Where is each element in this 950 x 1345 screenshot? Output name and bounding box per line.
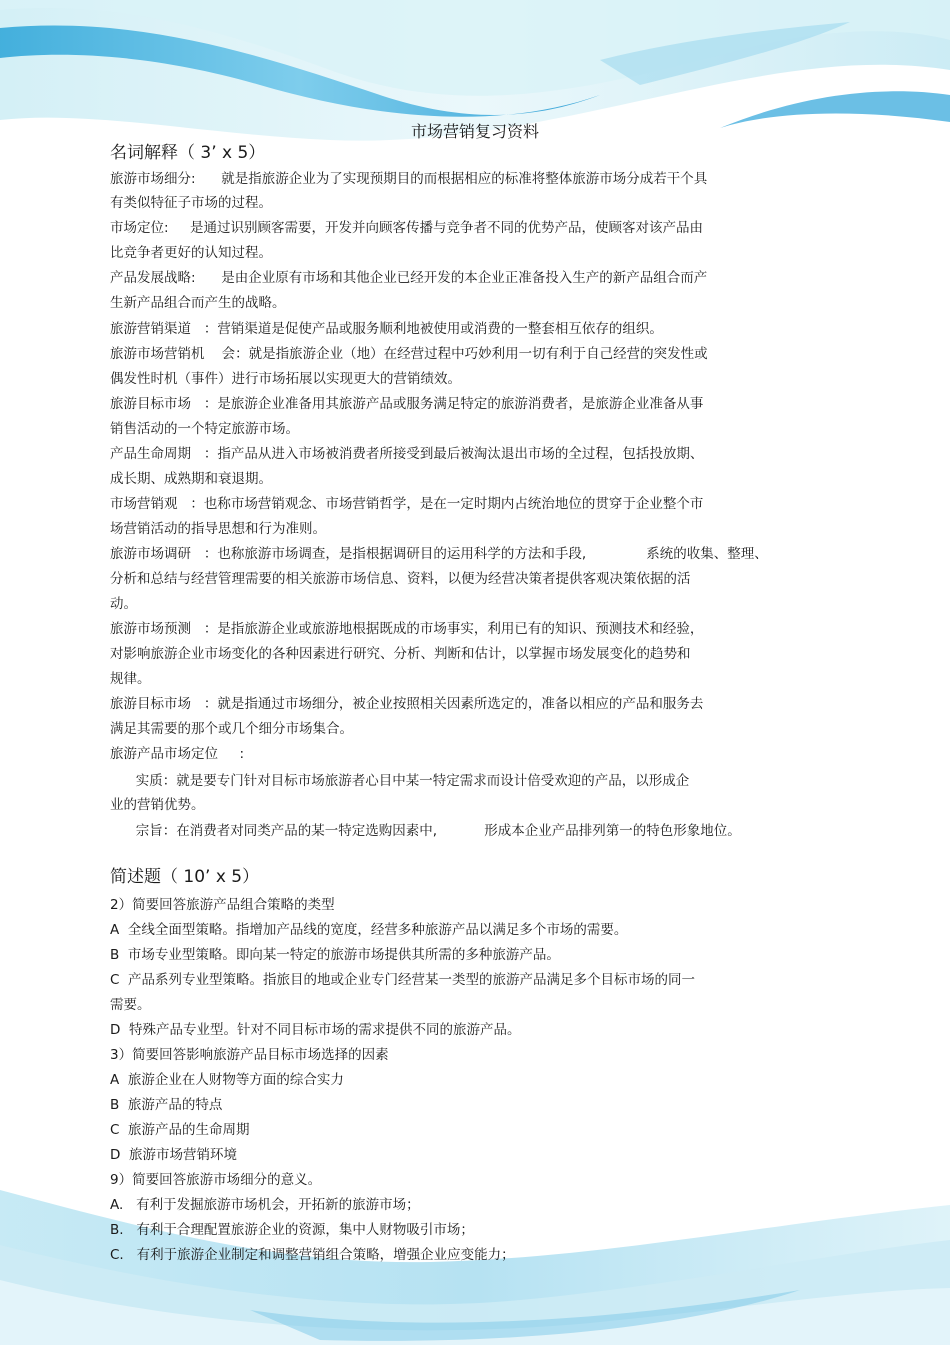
- section-heading-definitions: 名词解释（ 3’ x 5）: [110, 143, 266, 163]
- text-line: 动。: [110, 596, 137, 612]
- text-line: 对影响旅游企业市场变化的各种因素进行研究、分析、判断和估计，以掌握市场发展变化的趋势和: [110, 646, 691, 662]
- text-line: 场营销活动的指导思想和行为准则。: [110, 521, 326, 537]
- text-line: 旅游目标市场 ：是旅游企业准备用其旅游产品或服务满足特定的旅游消费者，是旅游企业准备从事: [110, 396, 704, 412]
- text-line: 旅游市场预测 ：是指旅游企业或旅游地根据既成的市场事实，利用已有的知识、预测技术和经验，: [110, 621, 704, 637]
- text-line: B 旅游产品的特点: [110, 1097, 223, 1113]
- text-line: 业的营销优势。: [110, 797, 205, 813]
- text-line: A. 有利于发掘旅游市场机会，开拓新的旅游市场；: [110, 1197, 420, 1213]
- text-line: 市场营销观 ：也称市场营销观念、市场营销哲学，是在一定时期内占统治地位的贯穿于企业整个市: [110, 496, 704, 512]
- text-line: A 全线全面型策略。指增加产品线的宽度，经营多种旅游产品以满足多个市场的需要。: [110, 922, 628, 938]
- text-line: 旅游市场营销机 会：就是指旅游企业（地）在经营过程中巧妙利用一切有利于自己经营的突发性或: [110, 346, 708, 362]
- text-line: 旅游产品市场定位 :: [110, 746, 245, 762]
- text-line: 旅游营销渠道 ：营销渠道是促使产品或服务顺利地被使用或消费的一整套相互依存的组织。: [110, 321, 663, 337]
- text-line: B. 有利于合理配置旅游企业的资源，集中人财物吸引市场；: [110, 1222, 474, 1238]
- text-line: 销售活动的一个特定旅游市场。: [110, 421, 299, 437]
- text-line: 旅游市场细分: 就是指旅游企业为了实现预期目的而根据相应的标准将整体旅游市场分成若干个具: [110, 171, 708, 187]
- text-line: 有类似特征子市场的过程。: [110, 195, 272, 211]
- text-line: 旅游市场调研 ：也称旅游市场调查，是指根据调研目的运用科学的方法和手段, 系统的收集、整理、: [110, 546, 768, 562]
- text-line: 偶发性时机（事件）进行市场拓展以实现更大的营销绩效。: [110, 371, 461, 387]
- document-title: 市场营销复习资料: [410, 122, 539, 141]
- text-line: 市场定位: 是通过识别顾客需要，开发并向顾客传播与竞争者不同的优势产品，使顾客对该产品由: [110, 220, 704, 236]
- text-line: C. 有利于旅游企业制定和调整营销组合策略，增强企业应变能力；: [110, 1247, 515, 1263]
- text-line: D 旅游市场营销环境: [110, 1147, 237, 1163]
- text-line: 满足其需要的那个或几个细分市场集合。: [110, 721, 353, 737]
- text-line: 成长期、成熟期和衰退期。: [110, 471, 272, 487]
- text-line: 分析和总结与经营管理需要的相关旅游市场信息、资料，以便为经营决策者提供客观决策依据的活: [110, 571, 691, 587]
- text-line: 宗旨：在消费者对同类产品的某一特定选购因素中, 形成本企业产品排列第一的特色形象地位。: [110, 823, 741, 839]
- text-line: 9）简要回答旅游市场细分的意义。: [110, 1172, 322, 1188]
- text-line: C 旅游产品的生命周期: [110, 1122, 250, 1138]
- text-line: A 旅游企业在人财物等方面的综合实力: [110, 1072, 344, 1088]
- text-line: 2）简要回答旅游产品组合策略的类型: [110, 897, 335, 913]
- text-line: D 特殊产品专业型。针对不同目标市场的需求提供不同的旅游产品。: [110, 1022, 521, 1038]
- text-line: 规律。: [110, 671, 151, 687]
- text-line: 比竞争者更好的认知过程。: [110, 245, 272, 261]
- text-line: 需要。: [110, 997, 151, 1013]
- text-line: 3）简要回答影响旅游产品目标市场选择的因素: [110, 1047, 389, 1063]
- text-line: C 产品系列专业型策略。指旅目的地或企业专门经营某一类型的旅游产品满足多个目标市场的同一: [110, 972, 696, 988]
- text-line: 旅游目标市场 ：就是指通过市场细分，被企业按照相关因素所选定的，准备以相应的产品和服务去: [110, 696, 704, 712]
- text-line: 实质：就是要专门针对目标市场旅游者心目中某一特定需求而设计倍受欢迎的产品，以形成企: [110, 773, 690, 789]
- text-line: 产品生命周期 ：指产品从进入市场被消费者所接受到最后被淘汰退出市场的全过程，包括投放期、: [110, 446, 704, 462]
- text-line: B 市场专业型策略。即向某一特定的旅游市场提供其所需的多种旅游产品。: [110, 947, 560, 963]
- text-line: 生新产品组合而产生的战略。: [110, 295, 286, 311]
- text-line: 产品发展战略: 是由企业原有市场和其他企业已经开发的本企业正准备投入生产的新产品组合而产: [110, 270, 708, 286]
- section-heading-short-answers: 简述题（ 10’ x 5）: [110, 867, 260, 887]
